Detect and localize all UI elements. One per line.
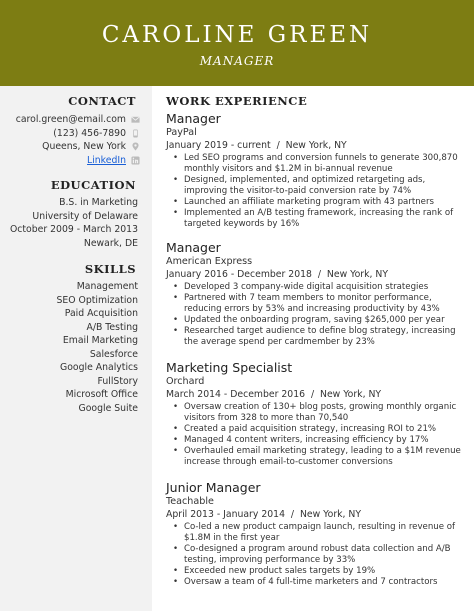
skill-item: A/B Testing xyxy=(86,321,138,333)
job-bullets xyxy=(166,282,466,348)
job-bullet: • Updated the onboarding program, saving $265,000 per year xyxy=(166,315,466,326)
job-meta: January 2019 - current / New York, NY xyxy=(166,140,347,151)
job-entry xyxy=(166,360,466,468)
skill-item: Google Suite xyxy=(78,402,138,414)
job-bullet: • Launched an affiliate marketing program with 43 partners xyxy=(166,197,466,208)
job-dates: April 2013 - January 2014 xyxy=(166,509,285,520)
candidate-role: MANAGER xyxy=(199,54,275,68)
job-bullet: • Oversaw creation of 130+ blog posts, growing monthly organic visitors from 328 to more than 70,540 xyxy=(166,402,466,424)
job-location: New York, NY xyxy=(320,389,382,400)
job-dates: January 2016 - December 2018 xyxy=(166,269,312,280)
phone-text: (123) 456-7890 xyxy=(53,127,126,139)
job-bullet: • Overhauled email marketing strategy, leading to a $1M revenue increase through email-to-customer conversions xyxy=(166,446,466,468)
candidate-name: CAROLINE GREEN xyxy=(101,22,373,48)
job-company: PayPal xyxy=(166,127,197,138)
sidebar xyxy=(0,86,152,611)
job-bullet: • Co-designed a program around robust data collection and A/B testing, improving performance by 33% xyxy=(166,544,466,566)
job-bullets xyxy=(166,153,466,230)
job-meta: March 2014 - December 2016 / New York, NY xyxy=(166,389,382,400)
job-meta: January 2016 - December 2018 / New York, NY xyxy=(166,269,389,280)
contact-linkedin xyxy=(0,154,140,168)
job-title: Junior Manager xyxy=(166,480,261,495)
job-meta: April 2013 - January 2014 / New York, NY xyxy=(166,509,362,520)
education-title: EDUCATION xyxy=(50,178,136,192)
envelope-icon xyxy=(131,115,140,124)
job-location: New York, NY xyxy=(285,140,347,151)
job-bullet: • Designed, implemented, and optimized retargeting ads, improving the visitor-to-paid conversion rate by 74% xyxy=(166,175,466,197)
job-company: American Express xyxy=(166,256,253,267)
job-entry xyxy=(166,240,466,348)
resume-header xyxy=(0,0,474,86)
education-location: Newark, DE xyxy=(83,237,138,249)
job-bullet: • Created a paid acquisition strategy, increasing ROI to 21% xyxy=(166,424,466,435)
job-company: Teachable xyxy=(166,496,214,507)
linkedin-icon xyxy=(131,156,140,165)
contact-email xyxy=(0,113,140,127)
skill-item: Management xyxy=(76,281,138,292)
work-experience-title: WORK EXPERIENCE xyxy=(166,94,308,108)
job-bullet: • Researched target audience to define blog strategy, increasing the average spend per cardmember by 23% xyxy=(166,326,466,348)
job-company: Orchard xyxy=(166,376,205,387)
skill-item: Microsoft Office xyxy=(65,389,138,400)
skill-item: Email Marketing xyxy=(62,335,138,346)
education-dates: October 2009 - March 2013 xyxy=(9,224,138,235)
skill-item: SEO Optimization xyxy=(56,294,138,306)
skill-item: Salesforce xyxy=(89,348,138,360)
contact-title: CONTACT xyxy=(68,94,136,108)
job-entry xyxy=(166,480,466,588)
job-title: Marketing Specialist xyxy=(166,360,293,375)
job-bullet: • Implemented an A/B testing framework, increasing the rank of targeted keywords by 16% xyxy=(166,208,466,230)
location-pin-icon xyxy=(131,142,140,151)
education-degree: B.S. in Marketing xyxy=(59,197,138,208)
phone-icon xyxy=(131,129,140,138)
job-dates: January 2019 - current xyxy=(166,140,271,151)
email-text: carol.green@email.com xyxy=(15,114,126,125)
job-title: Manager xyxy=(166,111,221,126)
skills-list xyxy=(0,280,138,415)
job-bullet: • Partnered with 7 team members to monitor performance, reducing errors by 53% and increasing productivity by 43% xyxy=(166,293,466,315)
linkedin-link[interactable]: LinkedIn xyxy=(87,154,126,166)
job-bullet: • Co-led a new product campaign launch, resulting in revenue of $1.8M in the first year xyxy=(166,522,466,544)
job-bullet: • Oversaw a team of 4 full-time marketers and 7 contractors xyxy=(166,577,466,588)
education-school: University of Delaware xyxy=(32,210,138,222)
contact-phone xyxy=(0,127,140,141)
skill-item: Google Analytics xyxy=(60,362,138,373)
job-dates: March 2014 - December 2016 xyxy=(166,389,306,400)
job-entry xyxy=(166,111,466,230)
job-location: New York, NY xyxy=(326,269,389,280)
job-bullet: • Managed 4 content writers, increasing efficiency by 17% xyxy=(166,435,466,446)
job-bullets xyxy=(166,402,466,468)
job-title: Manager xyxy=(166,240,221,255)
contact-location xyxy=(0,140,140,154)
skill-item: FullStory xyxy=(97,375,138,387)
skill-item: Paid Acquisition xyxy=(64,308,138,319)
job-bullet: • Led SEO programs and conversion funnels to generate 300,870 monthly visitors and $1.2M in bi-annual revenue xyxy=(166,153,466,175)
job-bullet: • Developed 3 company-wide digital acquisition strategies xyxy=(166,282,466,293)
skills-title: SKILLS xyxy=(84,262,136,276)
job-bullets xyxy=(166,522,466,588)
job-location: New York, NY xyxy=(299,509,362,520)
job-bullet: • Exceeded new product sales targets by 19% xyxy=(166,566,466,577)
location-text: Queens, New York xyxy=(42,141,126,152)
